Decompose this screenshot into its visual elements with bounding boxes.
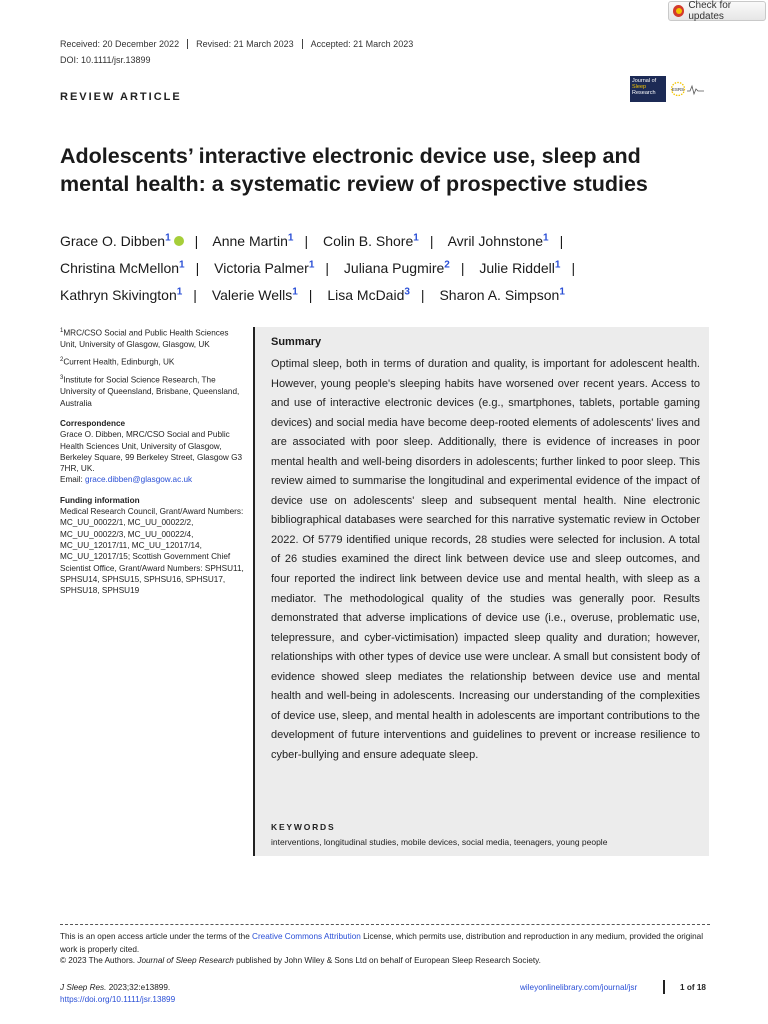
author-separator: |	[325, 259, 330, 276]
citation-journal: J Sleep Res.	[60, 983, 107, 992]
citation-volume: 2023;32:e13899.	[106, 983, 171, 992]
email-link[interactable]: grace.dibben@glasgow.ac.uk	[85, 475, 193, 485]
license-post: License, which permits use, distribution and reproduction in any medium, provided the original work is properly cited.	[60, 932, 704, 954]
citation-doi-link[interactable]: https://doi.org/10.1111/jsr.13899	[60, 995, 176, 1004]
author-name[interactable]	[212, 233, 293, 249]
author-affiliation-mark[interactable]: 1	[179, 259, 185, 271]
author-name-text: Julie Riddell	[479, 259, 555, 276]
author-name[interactable]	[439, 287, 564, 303]
copyright-journal: Journal of Sleep Research	[137, 956, 234, 965]
correspondence-text	[60, 429, 246, 485]
author-separator: |	[460, 259, 465, 276]
article-doi: DOI: 10.1111/jsr.13899	[60, 55, 151, 65]
author-name[interactable]	[323, 233, 419, 249]
license-pre: This is an open access article under the terms of the	[60, 932, 253, 941]
author-separator: |	[193, 286, 197, 303]
keywords-text: interventions, longitudinal studies, mobile devices, social media, teenagers, young people	[271, 837, 608, 847]
affiliation-text: Current Health, Edinburgh, UK	[63, 358, 175, 368]
page-number: 1 of 18	[680, 983, 706, 992]
author-affiliation-mark[interactable]: 1	[559, 286, 565, 298]
author-name[interactable]	[60, 233, 184, 249]
author-separator: |	[308, 286, 313, 303]
author-separator: |	[304, 232, 309, 249]
summary-text: Optimal sleep, both in terms of duration and quality, is important for adolescent health. However, young people's sleeping habits have worsened over recent years. Access to and use of interactive electronic devices (e.g., smartphones, tablets, portable gaming devices) and social media have become deep-rooted elements of adolescents' lives and are associated with poor sleep. Additionally, there is evidence of increases in poor mental health and well-being disorders in adolescents; further linked to poor sleep. This review aimed to summarise the longitudinal and experimental evidence of the impact of device use on adolescents' sleep and subsequent mental health. Nine electronic bibliographical databases were searched for this narrative systematic review in October 2022. Of 5779 identified unique records, 28 studies were selected for inclusion. A total of 26 studies examined the direct link between device use and sleep outcomes, and four reported the indirect link between device use and mental health, with sleep as a mediator. The methodological quality of the studies was generally poor. Results demonstrated that adverse implications of device use (i.e., overuse, problematic use, telepressure, and cyber-victimisation) impacted sleep quality and duration; however, relationships with other types of device use were unclear. A small but consistent body of evidence showed sleep mediates the relationship between device use and mental health and well-being in adolescents. Increasing our understanding of the complexities of device use, sleep, and mental health in adolescents are important contributions to the development of future interventions and guidelines to prevent or increase resilience to cyber-bullying and ensure adequate sleep.	[271, 358, 700, 761]
author-name[interactable]	[327, 287, 410, 303]
affiliation	[60, 373, 246, 409]
author-separator: |	[559, 232, 564, 249]
license-text	[60, 931, 710, 956]
author-name-text: Kathryn Skivington	[60, 286, 177, 303]
author-affiliation-mark[interactable]: 1	[554, 259, 561, 271]
esrs-text: ESRS	[671, 87, 685, 92]
author-name-text: Colin B. Shore	[322, 232, 414, 249]
creative-commons-link[interactable]: Creative Commons Attribution	[252, 932, 361, 941]
correspondence-address: Grace O. Dibben, MRC/CSO Social and Public Health Sciences Unit, University of Glasgow, Berkeley Square, 99 Berkeley Street, Glasgow G3 7HR, UK.	[60, 430, 243, 474]
article-dates	[60, 39, 421, 49]
journal-logo-line2: Sleep	[632, 84, 647, 90]
esrs-logo-icon	[670, 80, 706, 98]
affiliation-text: MRC/CSO Social and Public Health Sciences Unit, University of Glasgow, Glasgow, UK	[60, 328, 229, 350]
email-label: Email:	[60, 475, 86, 485]
revised-date: Revised: 21 March 2023	[187, 39, 302, 49]
accepted-date: Accepted: 21 March 2023	[302, 39, 422, 49]
copyright-post: published by John Wiley & Sons Ltd on behalf of European Sleep Research Society.	[233, 956, 541, 965]
author-name-text: Avril Johnstone	[447, 232, 544, 249]
copyright-pre: © 2023 The Authors.	[60, 956, 138, 965]
author-name-text: Victoria Palmer	[214, 259, 309, 276]
author-affiliation-mark[interactable]: 1	[413, 232, 419, 243]
author-affiliation-mark[interactable]: 1	[308, 259, 315, 271]
received-date: Received: 20 December 2022	[60, 39, 180, 49]
affiliation-number: 1	[60, 328, 64, 334]
author-name-text: Anne Martin	[212, 232, 288, 249]
correspondence-heading: Correspondence	[60, 418, 126, 428]
author-affiliation-mark[interactable]: 2	[444, 259, 450, 271]
author-name[interactable]	[479, 260, 560, 276]
check-for-updates-label: Check for updates	[688, 0, 732, 22]
affiliation	[60, 326, 246, 350]
author-list	[60, 226, 710, 307]
author-name-text: Christina McMellon	[60, 259, 180, 276]
author-name[interactable]	[214, 260, 314, 276]
page-number-divider	[663, 980, 665, 994]
affiliations	[60, 326, 246, 409]
affiliation-number: 2	[60, 357, 64, 364]
summary-heading: Summary	[271, 336, 322, 348]
affiliation-number: 3	[60, 375, 64, 382]
author-affiliation-mark[interactable]: 1	[176, 286, 183, 298]
article-type: REVIEW ARTICLE	[60, 91, 182, 103]
article-title: Adolescents’ interactive electronic device use, sleep and mental health: a systematic review of prospective studies	[60, 144, 648, 196]
journal-site-link[interactable]: wileyonlinelibrary.com/journal/jsr	[520, 983, 638, 992]
side-column	[60, 326, 246, 601]
journal-logo-box	[630, 76, 666, 102]
journal-logo-line3: Research	[632, 90, 656, 96]
crossmark-icon	[673, 5, 684, 17]
author-affiliation-mark[interactable]: 1	[165, 232, 171, 243]
funding-heading: Funding information	[60, 495, 140, 505]
author-name-text: Lisa McDaid	[327, 286, 405, 303]
footer-divider	[60, 924, 710, 925]
journal-logo	[630, 76, 710, 102]
keywords-heading: KEYWORDS	[271, 822, 336, 832]
author-name[interactable]	[60, 260, 185, 276]
author-name-text: Valerie Wells	[211, 286, 293, 303]
author-separator: |	[571, 259, 576, 276]
copyright-text	[60, 956, 710, 965]
author-affiliation-mark[interactable]: 1	[287, 232, 294, 243]
funding-text: Medical Research Council, Grant/Award Numbers: MC_UU_00022/1, MC_UU_00022/2, MC_UU_00022/3, MC_UU_00022/4, MC_UU_12017/11, MC_UU_12017/14, MC_UU_12017/15; Scottish Government Chief Scientist Office, Grant/Award Numbers: SPHSU11, SPHSU14, SPHSU15, SPHSU16, SPHSU17, SPHSU18, SPHSU19	[60, 507, 244, 596]
author-affiliation-mark[interactable]: 1	[292, 286, 298, 298]
author-name-text: Juliana Pugmire	[343, 259, 445, 276]
author-separator: |	[194, 232, 199, 249]
author-name-text: Grace O. Dibben	[60, 232, 166, 249]
author-name-text: Sharon A. Simpson	[439, 286, 560, 303]
affiliation-text: Institute for Social Science Research, The University of Queensland, Brisbane, Queensland, Australia	[60, 376, 240, 408]
orcid-icon[interactable]	[174, 236, 184, 246]
author-affiliation-mark[interactable]: 3	[404, 286, 410, 298]
author-separator: |	[420, 286, 425, 303]
author-separator: |	[429, 232, 434, 249]
author-affiliation-mark[interactable]: 1	[543, 232, 549, 243]
journal-logo-line1: Journal of	[632, 78, 657, 84]
author-separator: |	[195, 259, 200, 276]
author-name[interactable]	[344, 260, 450, 276]
citation	[60, 983, 170, 992]
author-name[interactable]	[448, 233, 549, 249]
author-name[interactable]	[212, 287, 298, 303]
author-name[interactable]	[60, 287, 182, 303]
check-for-updates-button[interactable]	[668, 1, 766, 21]
affiliation	[60, 355, 246, 368]
